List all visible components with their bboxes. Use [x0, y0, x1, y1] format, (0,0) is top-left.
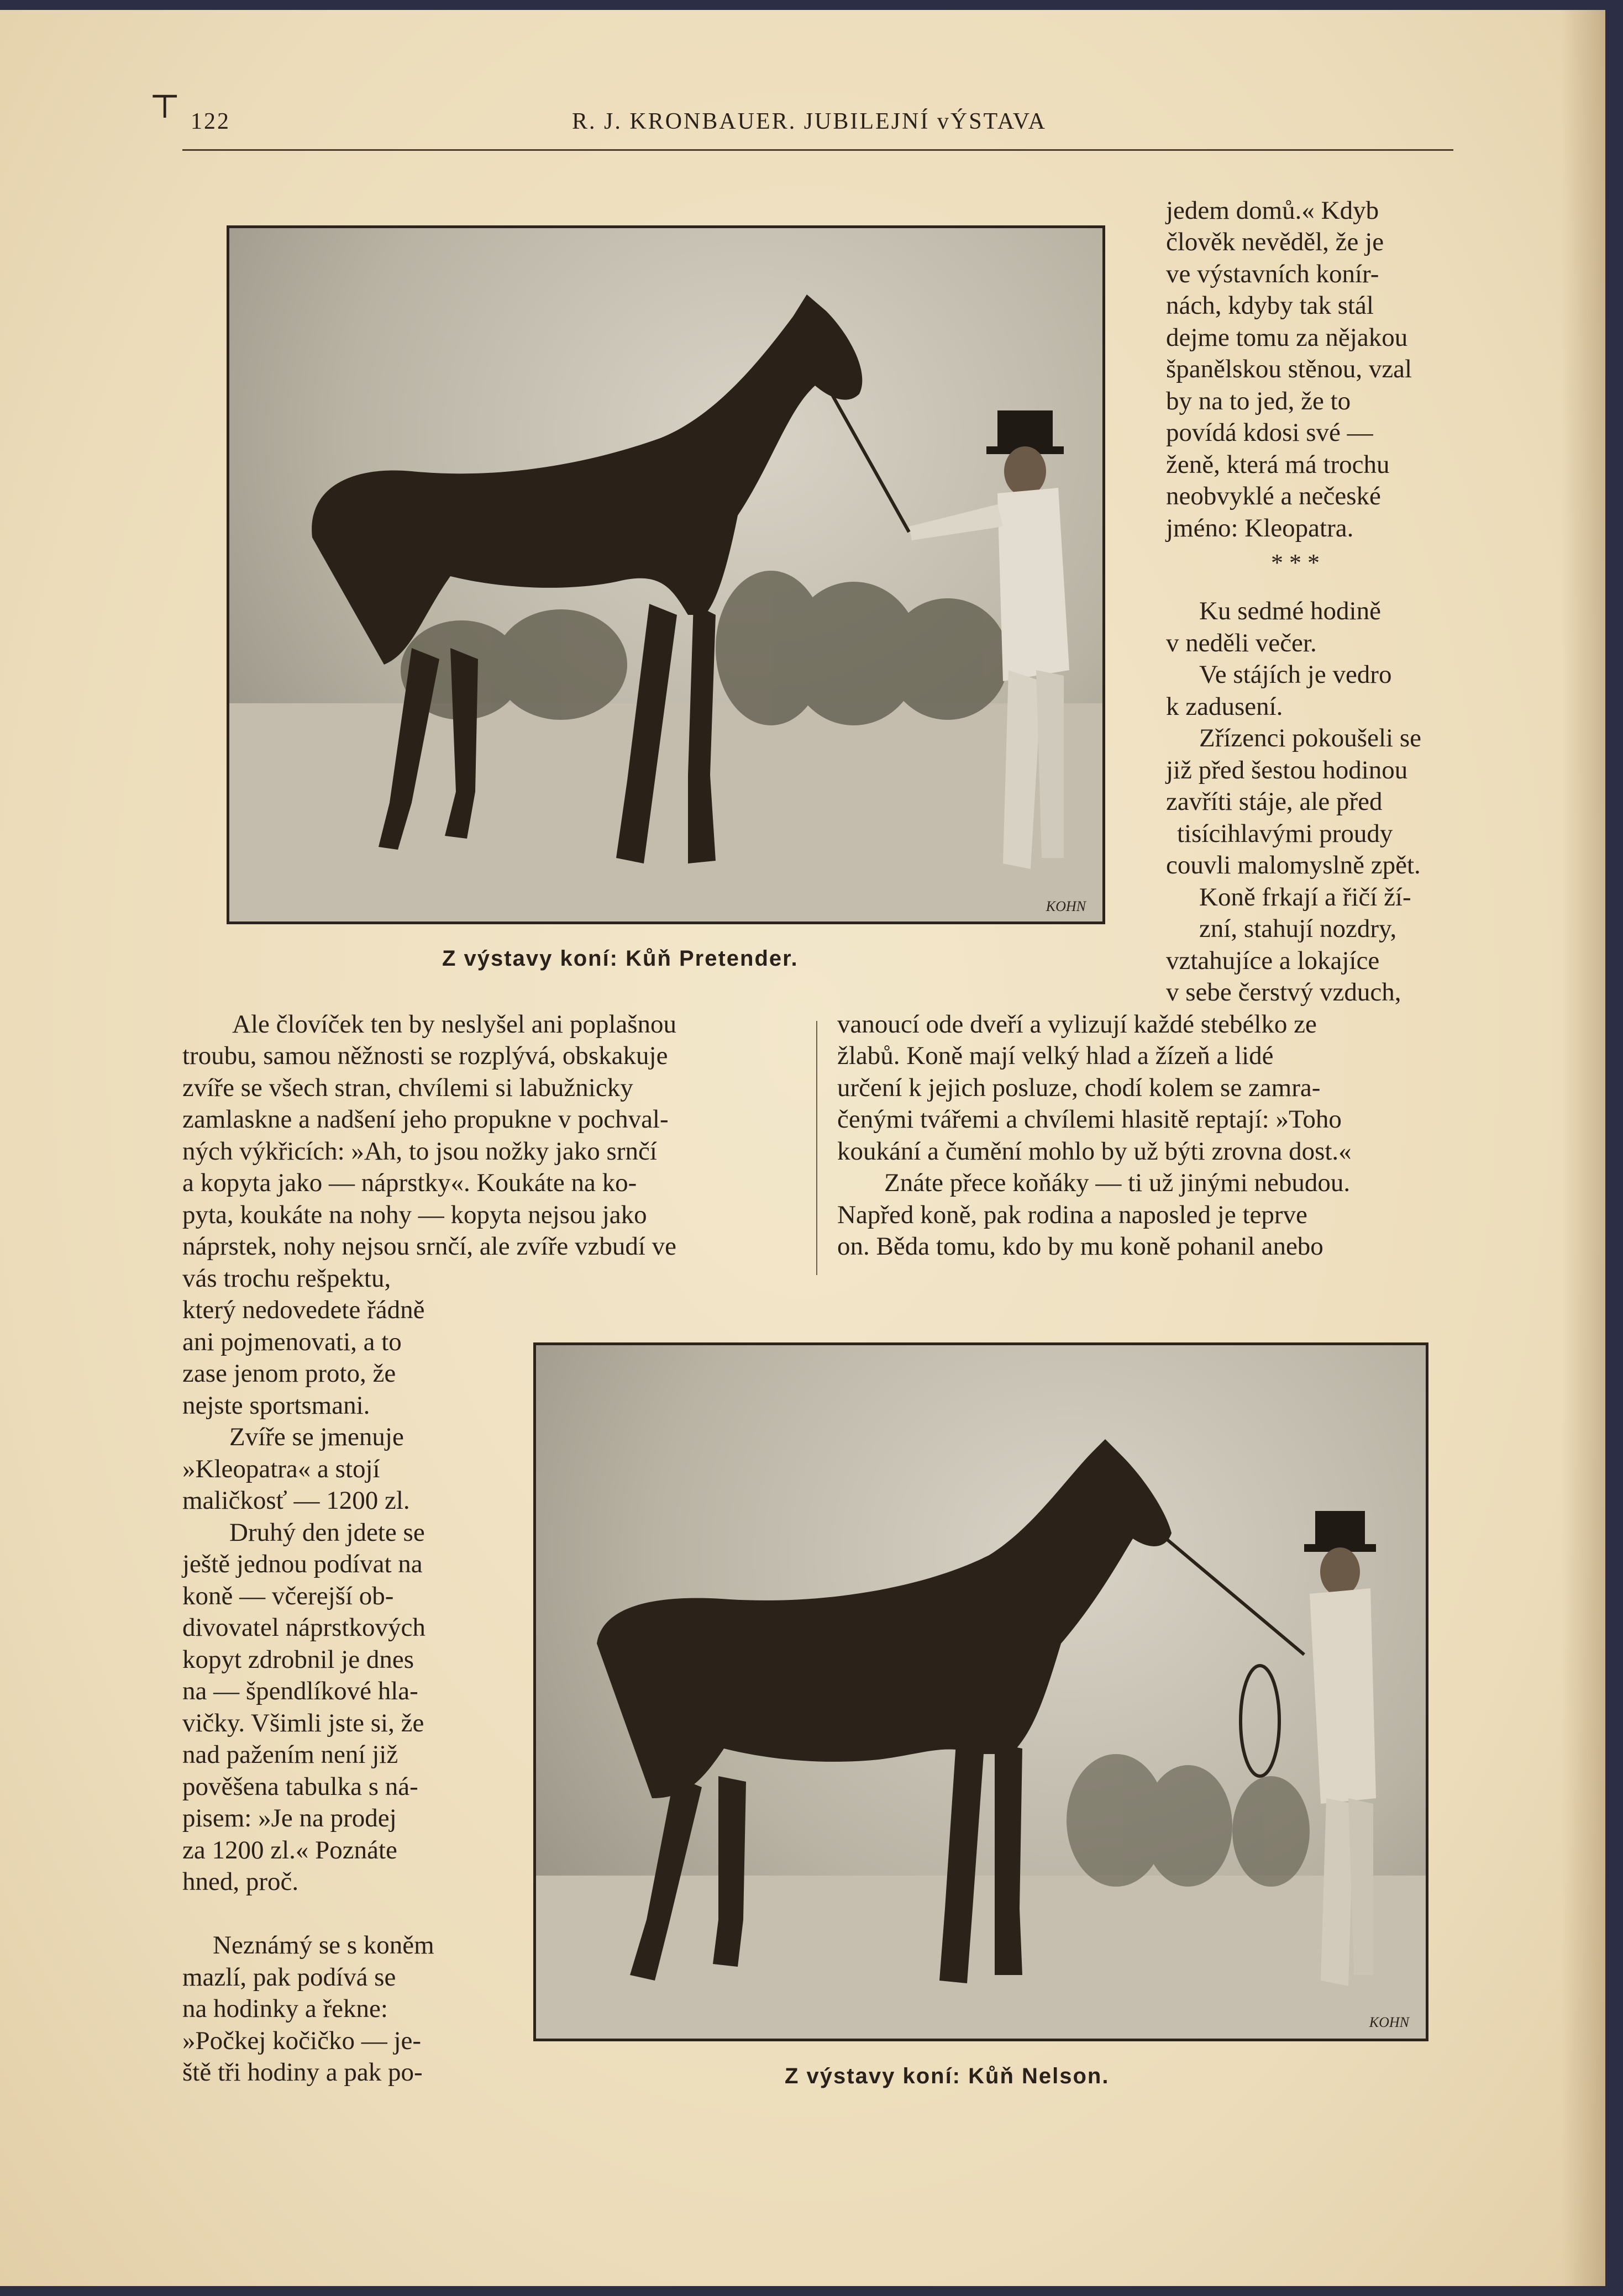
text-line: zavříti stáje, ale před	[1166, 787, 1383, 816]
text-line: koukání a čumění mohlo by už býti zrovna dost.«	[837, 1137, 1352, 1166]
text-line: neobvyklé a nečeské	[1166, 482, 1381, 510]
text-line: ještě jednou podívat na	[182, 1550, 423, 1578]
text-line: pověšena tabulka s ná-	[182, 1772, 418, 1801]
text-line: nejste sportsmani.	[182, 1391, 370, 1420]
text-line: jméno: Kleopatra.	[1166, 514, 1354, 543]
text-line: on. Běda tomu, kdo by mu koně pohanil anebo	[837, 1232, 1323, 1261]
text-line: pyta, koukáte na nohy — kopyta nejsou jako	[182, 1200, 647, 1229]
text-line: určení k jejich posluze, chodí kolem se zamra-	[837, 1073, 1321, 1102]
figure-caption: Z výstavy koní: Kůň Pretender.	[442, 946, 799, 971]
text-line: na hodinky a řekne:	[182, 1994, 388, 2023]
text-line: španělskou stěnou, vzal	[1166, 355, 1412, 383]
text-line: vztahujíce a lokajíce	[1166, 946, 1380, 975]
text-line: Napřed koně, pak rodina a naposled je teprve	[837, 1200, 1307, 1229]
text-line: Ve stájích je vedro	[1199, 660, 1392, 689]
text-line: za 1200 zl.« Poznáte	[182, 1836, 397, 1865]
text-line: vanoucí ode dveří a vylizují každé stebélko ze	[837, 1010, 1317, 1039]
section-break-asterisks: * * *	[1271, 549, 1320, 576]
text-line: náprstek, nohy nejsou srnčí, ale zvíře vzbudí ve	[182, 1232, 677, 1261]
text-line: ných výkřicích: »Ah, to jsou nožky jako srnčí	[182, 1137, 657, 1166]
text-line: dejme tomu za nějakou	[1166, 323, 1408, 352]
figure-caption: Z výstavy koní: Kůň Nelson.	[785, 2064, 1110, 2088]
text-line: mazlí, pak podívá se	[182, 1963, 396, 1992]
text-line: by na to jed, že to	[1166, 387, 1351, 415]
text-line: vičky. Všimli jste si, že	[182, 1709, 424, 1737]
text-line: koně — včerejší ob-	[182, 1582, 394, 1610]
photo-horse-pretender	[227, 225, 1105, 924]
running-title: R. J. KRONBAUER. JUBILEJNÍ vÝSTAVA	[572, 109, 1047, 134]
corner-mark: ⊤	[149, 88, 181, 125]
text-line: divovatel náprstkových	[182, 1613, 426, 1642]
text-line: kopyt zdrobnil je dnes	[182, 1645, 414, 1674]
text-line: již před šestou hodinou	[1166, 756, 1408, 784]
column-divider	[816, 1021, 817, 1275]
text-line: zamlaskne a nadšení jeho propukne v pochval-	[182, 1105, 669, 1134]
horse-nelson-illustration	[536, 1345, 1426, 2039]
book-page	[0, 10, 1605, 2286]
text-line: »Kleopatra« a stojí	[182, 1455, 380, 1483]
text-line: na — špendlíkové hla-	[182, 1677, 418, 1705]
text-line: Neznámý se s koněm	[213, 1931, 434, 1960]
header-rule	[182, 149, 1453, 151]
page-number: 122	[191, 109, 230, 134]
text-line: ve výstavních konír-	[1166, 260, 1379, 288]
photo-horse-nelson	[533, 1342, 1428, 2041]
text-line: ani pojmenovati, a to	[182, 1328, 402, 1356]
text-line: zvíře se všech stran, chvílemi si labužnicky	[182, 1073, 633, 1102]
text-line: couvli malomyslně zpět.	[1166, 851, 1421, 880]
text-line: který nedovedete řádně	[182, 1296, 425, 1324]
text-line: povídá kdosi své —	[1166, 418, 1373, 447]
text-line: tisícihlavými proudy	[1177, 819, 1393, 848]
page-spine-shadow	[1561, 10, 1605, 2286]
horse-pretender-illustration	[229, 228, 1102, 921]
text-line: zní, stahují nozdry,	[1199, 914, 1397, 943]
text-line: ště tři hodiny a pak po-	[182, 2058, 423, 2087]
text-line: Zřízenci pokoušeli se	[1199, 724, 1421, 752]
text-line: v sebe čerstvý vzduch,	[1166, 978, 1401, 1007]
text-line: vás trochu rešpektu,	[182, 1264, 391, 1293]
photo-signature: KOHN	[1046, 898, 1086, 914]
text-line: Ku sedmé hodině	[1199, 597, 1381, 625]
text-line: a kopyta jako — náprstky«. Koukáte na ko-	[182, 1168, 637, 1197]
text-line: troubu, samou něžnosti se rozplývá, obskakuje	[182, 1041, 668, 1070]
text-line: Koně frkají a řičí ží-	[1199, 883, 1411, 912]
text-line: »Počkej kočičko — je-	[182, 2026, 422, 2055]
text-line: jedem domů.« Kdyb	[1166, 196, 1379, 225]
text-line: pisem: »Je na prodej	[182, 1804, 397, 1832]
photo-signature: KOHN	[1369, 2014, 1409, 2030]
text-line: k zadusení.	[1166, 692, 1283, 721]
text-line: žlabů. Koně mají velký hlad a žízeň a lidé	[837, 1041, 1274, 1070]
text-line: Zvíře se jmenuje	[229, 1423, 404, 1451]
text-line: Znáte přece koňáky — ti už jinými nebudou.	[884, 1168, 1351, 1197]
text-line: nad pažením není již	[182, 1740, 398, 1769]
text-line: v neděli večer.	[1166, 629, 1317, 657]
text-line: maličkosť — 1200 zl.	[182, 1486, 410, 1515]
text-line: zase jenom proto, že	[182, 1359, 396, 1388]
text-line: ženě, která má trochu	[1166, 450, 1390, 479]
text-line: Druhý den jdete se	[229, 1518, 425, 1547]
text-line: čenými tvářemi a chvílemi hlasitě reptají: »Toho	[837, 1105, 1342, 1134]
background-shrubs	[1067, 1754, 1310, 1887]
text-line: nách, kdyby tak stál	[1166, 291, 1374, 320]
text-line: hned, proč.	[182, 1867, 299, 1896]
text-line: člověk nevěděl, že je	[1166, 228, 1384, 256]
text-line: Ale človíček ten by neslyšel ani poplašnou	[232, 1010, 677, 1039]
